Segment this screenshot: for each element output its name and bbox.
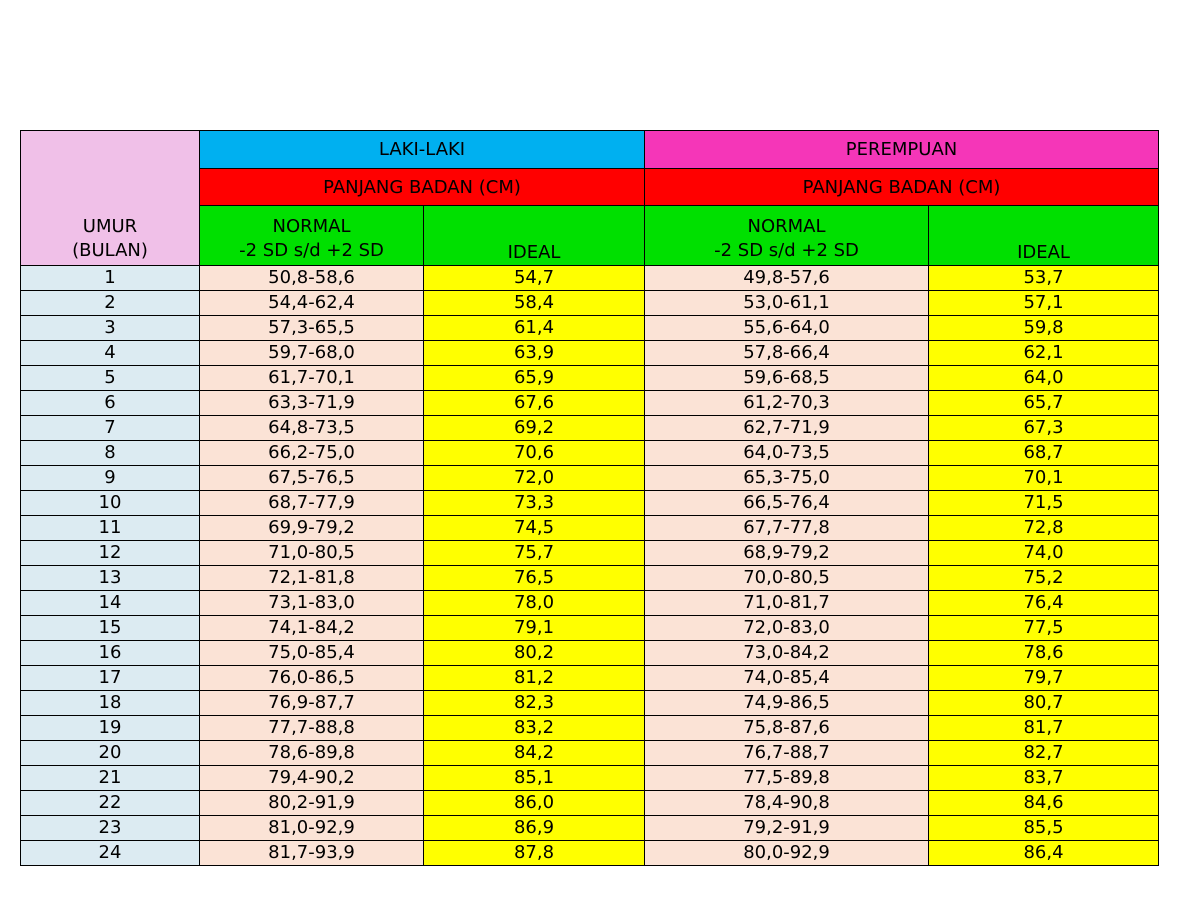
table-row: [21, 766, 1159, 791]
table-row: [21, 591, 1159, 616]
perempuan-ideal-cell: 83,7: [929, 766, 1159, 791]
laki-normal-cell: 50,8-58,6: [200, 266, 424, 291]
perempuan-normal-cell: 53,0-61,1: [645, 291, 929, 316]
laki-ideal-cell: 70,6: [424, 441, 645, 466]
perempuan-normal-cell: 68,9-79,2: [645, 541, 929, 566]
perempuan-normal-cell: 78,4-90,8: [645, 791, 929, 816]
perempuan-ideal-cell: 75,2: [929, 566, 1159, 591]
age-cell: 10: [21, 491, 200, 516]
laki-ideal-cell: 61,4: [424, 316, 645, 341]
age-cell: 16: [21, 641, 200, 666]
table-row: [21, 391, 1159, 416]
perempuan-header: PEREMPUAN: [645, 131, 1159, 169]
normal-laki-label: NORMAL: [272, 216, 351, 237]
laki-ideal-cell: 78,0: [424, 591, 645, 616]
laki-normal-cell: 69,9-79,2: [200, 516, 424, 541]
laki-normal-cell: 66,2-75,0: [200, 441, 424, 466]
laki-normal-cell: 68,7-77,9: [200, 491, 424, 516]
laki-normal-cell: 57,3-65,5: [200, 316, 424, 341]
perempuan-ideal-cell: 81,7: [929, 716, 1159, 741]
age-cell: 15: [21, 616, 200, 641]
laki-ideal-cell: 74,5: [424, 516, 645, 541]
perempuan-ideal-cell: 70,1: [929, 466, 1159, 491]
laki-ideal-cell: 75,7: [424, 541, 645, 566]
perempuan-ideal-cell: 76,4: [929, 591, 1159, 616]
laki-normal-cell: 81,0-92,9: [200, 816, 424, 841]
laki-ideal-cell: 67,6: [424, 391, 645, 416]
perempuan-ideal-cell: 62,1: [929, 341, 1159, 366]
age-cell: 14: [21, 591, 200, 616]
umur-label: UMUR: [82, 216, 138, 237]
table-row: [21, 666, 1159, 691]
age-cell: 21: [21, 766, 200, 791]
laki-normal-cell: 75,0-85,4: [200, 641, 424, 666]
laki-ideal-cell: 86,0: [424, 791, 645, 816]
laki-normal-cell: 61,7-70,1: [200, 366, 424, 391]
laki-normal-cell: 67,5-76,5: [200, 466, 424, 491]
laki-normal-cell: 73,1-83,0: [200, 591, 424, 616]
laki-ideal-cell: 86,9: [424, 816, 645, 841]
table-row: [21, 541, 1159, 566]
table-row: [21, 416, 1159, 441]
age-cell: 22: [21, 791, 200, 816]
perempuan-normal-cell: 79,2-91,9: [645, 816, 929, 841]
laki-normal-cell: 54,4-62,4: [200, 291, 424, 316]
panjang-badan-perempuan-header: PANJANG BADAN (CM): [645, 169, 1159, 206]
laki-ideal-cell: 81,2: [424, 666, 645, 691]
laki-ideal-cell: 54,7: [424, 266, 645, 291]
table-row: [21, 791, 1159, 816]
laki-ideal-cell: 76,5: [424, 566, 645, 591]
perempuan-normal-cell: 72,0-83,0: [645, 616, 929, 641]
laki-normal-cell: 71,0-80,5: [200, 541, 424, 566]
perempuan-ideal-cell: 72,8: [929, 516, 1159, 541]
perempuan-ideal-cell: 59,8: [929, 316, 1159, 341]
perempuan-normal-cell: 71,0-81,7: [645, 591, 929, 616]
table-row: [21, 341, 1159, 366]
table-row: [21, 316, 1159, 341]
laki-ideal-cell: 69,2: [424, 416, 645, 441]
age-cell: 7: [21, 416, 200, 441]
age-cell: 5: [21, 366, 200, 391]
age-cell: 9: [21, 466, 200, 491]
perempuan-normal-cell: 66,5-76,4: [645, 491, 929, 516]
perempuan-ideal-cell: 86,4: [929, 841, 1159, 866]
perempuan-normal-cell: 74,9-86,5: [645, 691, 929, 716]
laki-normal-cell: 63,3-71,9: [200, 391, 424, 416]
table-row: [21, 641, 1159, 666]
perempuan-ideal-cell: 85,5: [929, 816, 1159, 841]
perempuan-normal-cell: 65,3-75,0: [645, 466, 929, 491]
age-cell: 18: [21, 691, 200, 716]
panjang-badan-laki-header: PANJANG BADAN (CM): [200, 169, 645, 206]
table-row: [21, 441, 1159, 466]
table-row: [21, 566, 1159, 591]
table-row: [21, 716, 1159, 741]
ideal-laki-header: IDEAL: [424, 206, 645, 266]
perempuan-ideal-cell: 65,7: [929, 391, 1159, 416]
laki-ideal-cell: 87,8: [424, 841, 645, 866]
age-cell: 8: [21, 441, 200, 466]
perempuan-ideal-cell: 68,7: [929, 441, 1159, 466]
perempuan-ideal-cell: 82,7: [929, 741, 1159, 766]
perempuan-normal-cell: 57,8-66,4: [645, 341, 929, 366]
laki-ideal-cell: 83,2: [424, 716, 645, 741]
normal-laki-range: -2 SD s/d +2 SD: [239, 240, 384, 261]
perempuan-ideal-cell: 77,5: [929, 616, 1159, 641]
ideal-perempuan-header: IDEAL: [929, 206, 1159, 266]
table-row: [21, 616, 1159, 641]
laki-normal-cell: 74,1-84,2: [200, 616, 424, 641]
perempuan-normal-cell: 64,0-73,5: [645, 441, 929, 466]
age-cell: 19: [21, 716, 200, 741]
perempuan-normal-cell: 76,7-88,7: [645, 741, 929, 766]
age-cell: 1: [21, 266, 200, 291]
perempuan-ideal-cell: 79,7: [929, 666, 1159, 691]
laki-normal-cell: 78,6-89,8: [200, 741, 424, 766]
perempuan-normal-cell: 59,6-68,5: [645, 366, 929, 391]
normal-laki-header: [200, 206, 424, 266]
normal-perempuan-range: -2 SD s/d +2 SD: [714, 240, 859, 261]
perempuan-ideal-cell: 71,5: [929, 491, 1159, 516]
laki-ideal-cell: 84,2: [424, 741, 645, 766]
perempuan-normal-cell: 77,5-89,8: [645, 766, 929, 791]
perempuan-ideal-cell: 64,0: [929, 366, 1159, 391]
table-row: [21, 691, 1159, 716]
perempuan-normal-cell: 49,8-57,6: [645, 266, 929, 291]
age-cell: 11: [21, 516, 200, 541]
perempuan-normal-cell: 74,0-85,4: [645, 666, 929, 691]
table-row: [21, 516, 1159, 541]
laki-ideal-cell: 73,3: [424, 491, 645, 516]
laki-normal-cell: 64,8-73,5: [200, 416, 424, 441]
perempuan-normal-cell: 62,7-71,9: [645, 416, 929, 441]
perempuan-ideal-cell: 78,6: [929, 641, 1159, 666]
age-cell: 4: [21, 341, 200, 366]
age-cell: 2: [21, 291, 200, 316]
laki-normal-cell: 76,9-87,7: [200, 691, 424, 716]
laki-normal-cell: 59,7-68,0: [200, 341, 424, 366]
age-cell: 17: [21, 666, 200, 691]
perempuan-ideal-cell: 53,7: [929, 266, 1159, 291]
laki-normal-cell: 81,7-93,9: [200, 841, 424, 866]
laki-ideal-cell: 79,1: [424, 616, 645, 641]
perempuan-ideal-cell: 57,1: [929, 291, 1159, 316]
table-row: [21, 491, 1159, 516]
table-row: [21, 266, 1159, 291]
normal-perempuan-label: NORMAL: [747, 216, 826, 237]
bulan-label: (BULAN): [72, 240, 148, 261]
laki-normal-cell: 80,2-91,9: [200, 791, 424, 816]
age-cell: 24: [21, 841, 200, 866]
age-cell: 20: [21, 741, 200, 766]
umur-header: [21, 131, 200, 266]
perempuan-ideal-cell: 80,7: [929, 691, 1159, 716]
perempuan-normal-cell: 73,0-84,2: [645, 641, 929, 666]
laki-ideal-cell: 63,9: [424, 341, 645, 366]
age-cell: 3: [21, 316, 200, 341]
perempuan-ideal-cell: 67,3: [929, 416, 1159, 441]
laki-ideal-cell: 72,0: [424, 466, 645, 491]
table-row: [21, 291, 1159, 316]
laki-normal-cell: 76,0-86,5: [200, 666, 424, 691]
perempuan-ideal-cell: 84,6: [929, 791, 1159, 816]
table-row: [21, 466, 1159, 491]
table-row: [21, 841, 1159, 866]
table-row: [21, 741, 1159, 766]
perempuan-normal-cell: 61,2-70,3: [645, 391, 929, 416]
growth-table: [20, 130, 1159, 866]
laki-laki-header: LAKI-LAKI: [200, 131, 645, 169]
laki-normal-cell: 72,1-81,8: [200, 566, 424, 591]
laki-ideal-cell: 65,9: [424, 366, 645, 391]
table-row: [21, 816, 1159, 841]
perempuan-ideal-cell: 74,0: [929, 541, 1159, 566]
age-cell: 23: [21, 816, 200, 841]
perempuan-normal-cell: 67,7-77,8: [645, 516, 929, 541]
laki-normal-cell: 79,4-90,2: [200, 766, 424, 791]
perempuan-normal-cell: 80,0-92,9: [645, 841, 929, 866]
perempuan-normal-cell: 75,8-87,6: [645, 716, 929, 741]
age-cell: 6: [21, 391, 200, 416]
normal-perempuan-header: [645, 206, 929, 266]
laki-ideal-cell: 85,1: [424, 766, 645, 791]
age-cell: 13: [21, 566, 200, 591]
table-row: [21, 366, 1159, 391]
laki-ideal-cell: 58,4: [424, 291, 645, 316]
perempuan-normal-cell: 55,6-64,0: [645, 316, 929, 341]
age-cell: 12: [21, 541, 200, 566]
perempuan-normal-cell: 70,0-80,5: [645, 566, 929, 591]
laki-ideal-cell: 82,3: [424, 691, 645, 716]
laki-ideal-cell: 80,2: [424, 641, 645, 666]
laki-normal-cell: 77,7-88,8: [200, 716, 424, 741]
